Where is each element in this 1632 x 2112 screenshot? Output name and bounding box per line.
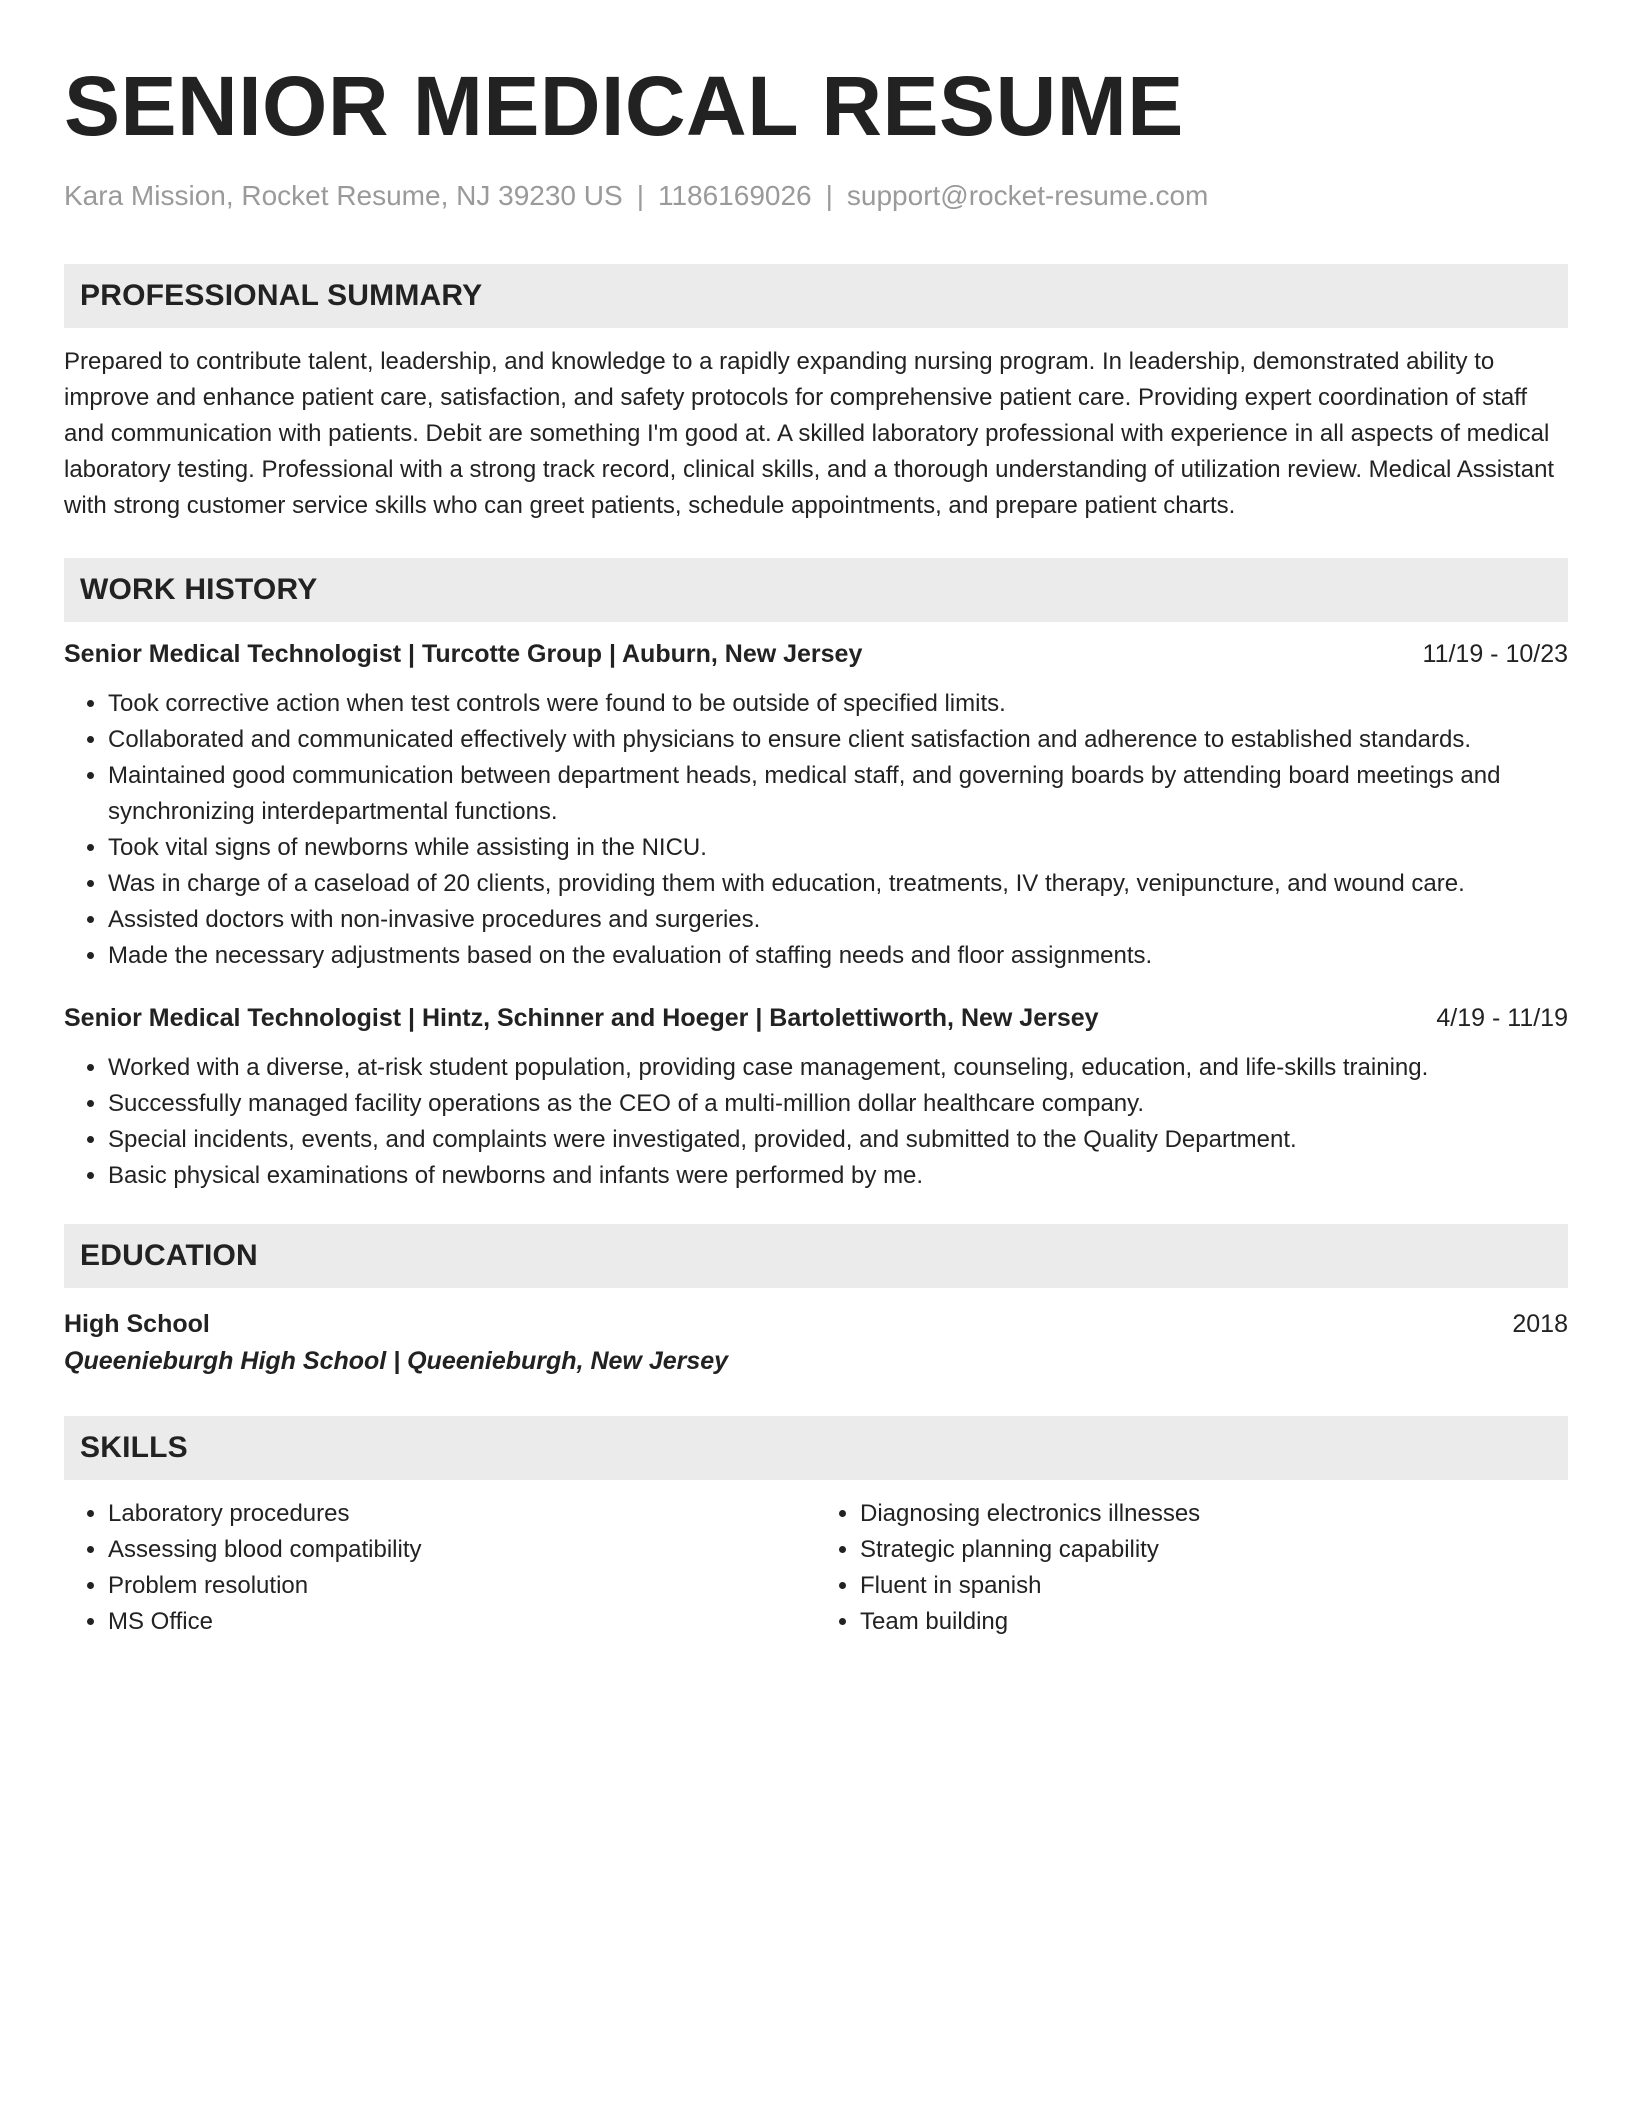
job-bullet: • Collaborated and communicated effectively with physicians to ensure client satisfaction and adherence to established standards.	[108, 722, 1568, 758]
job-bullet: • Took corrective action when test controls were found to be outside of specified limits.	[108, 686, 1568, 722]
resume-title: SENIOR MEDICAL RESUME	[64, 59, 1184, 153]
contact-email: support@rocket-resume.com	[846, 180, 1209, 211]
job-bullet: • Was in charge of a caseload of 20 clients, providing them with education, treatments, IV therapy, venipuncture, and wound care.	[108, 866, 1568, 902]
job-bullet: • Special incidents, events, and complaints were investigated, provided, and submitted to the Quality Department.	[108, 1122, 1568, 1158]
contact-phone: 1186169026	[657, 180, 812, 211]
skill-item: • Fluent in spanish	[860, 1568, 1568, 1604]
job-title: Senior Medical Technologist | Hintz, Schinner and Hoeger | Bartolettiworth, New Jersey	[64, 1004, 1099, 1032]
job-bullet: • Successfully managed facility operations as the CEO of a multi-million dollar healthcare company.	[108, 1086, 1568, 1122]
section-heading-summary: PROFESSIONAL SUMMARY	[64, 264, 1568, 328]
contact-separator: |	[825, 180, 833, 211]
job-bullet: • Worked with a diverse, at-risk student population, providing case management, counseling, education, and life-skills training.	[108, 1050, 1568, 1086]
job-dates: 11/19 - 10/23	[1422, 640, 1568, 668]
job-entry	[64, 636, 1568, 974]
job-bullets	[64, 686, 1568, 974]
contact-line	[64, 178, 1568, 214]
job-dates: 4/19 - 11/19	[1436, 1004, 1568, 1032]
job-header	[64, 636, 1568, 672]
education-header	[64, 1306, 1568, 1342]
education-school: Queenieburgh High School | Queenieburgh, New Jersey	[64, 1347, 729, 1375]
section-heading-education: EDUCATION	[64, 1224, 1568, 1288]
job-title: Senior Medical Technologist | Turcotte Group | Auburn, New Jersey	[64, 640, 863, 668]
job-bullet: • Took vital signs of newborns while assisting in the NICU.	[108, 830, 1568, 866]
job-bullet: • Maintained good communication between department heads, medical staff, and governing boards by attending board meetings and synchronizing interdepartmental functions.	[108, 758, 1568, 830]
job-bullets	[64, 1050, 1568, 1194]
section-heading-skills: SKILLS	[64, 1416, 1568, 1480]
skill-item: • Diagnosing electronics illnesses	[860, 1496, 1568, 1532]
skills-column-right	[816, 1496, 1568, 1640]
summary-paragraph: Prepared to contribute talent, leadership, and knowledge to a rapidly expanding nursing program. In leadership, demonstrated ability to improve and enhance patient care, satisfaction, and safety protocols for comprehensive patient care. Providing expert coordination of staff and communication with patients. Debit are something I'm good at. A skilled laboratory professional with experience in all aspects of medical laboratory testing. Professional with a strong track record, clinical skills, and a thorough understanding of utilization review. Medical Assistant with strong customer service skills who can greet patients, schedule appointments, and prepare patient charts.	[64, 348, 1555, 519]
contact-separator: |	[636, 180, 644, 211]
skill-item: • Laboratory procedures	[108, 1496, 816, 1532]
education-year: 2018	[1512, 1310, 1568, 1338]
skills-grid	[64, 1496, 1568, 1640]
skill-item: • Team building	[860, 1604, 1568, 1640]
skill-item: • Problem resolution	[108, 1568, 816, 1604]
job-entry	[64, 1000, 1568, 1194]
section-heading-work-history: WORK HISTORY	[64, 558, 1568, 622]
contact-address: Kara Mission, Rocket Resume, NJ 39230 US	[64, 180, 623, 211]
job-bullet: • Assisted doctors with non-invasive procedures and surgeries.	[108, 902, 1568, 938]
job-header	[64, 1000, 1568, 1036]
job-bullet: • Basic physical examinations of newborns and infants were performed by me.	[108, 1158, 1568, 1194]
skills-column-left	[64, 1496, 816, 1640]
skill-item: • Strategic planning capability	[860, 1532, 1568, 1568]
education-degree: High School	[64, 1310, 210, 1338]
skill-item: • Assessing blood compatibility	[108, 1532, 816, 1568]
skill-item: • MS Office	[108, 1604, 816, 1640]
job-bullet: • Made the necessary adjustments based on the evaluation of staffing needs and floor assignments.	[108, 938, 1568, 974]
